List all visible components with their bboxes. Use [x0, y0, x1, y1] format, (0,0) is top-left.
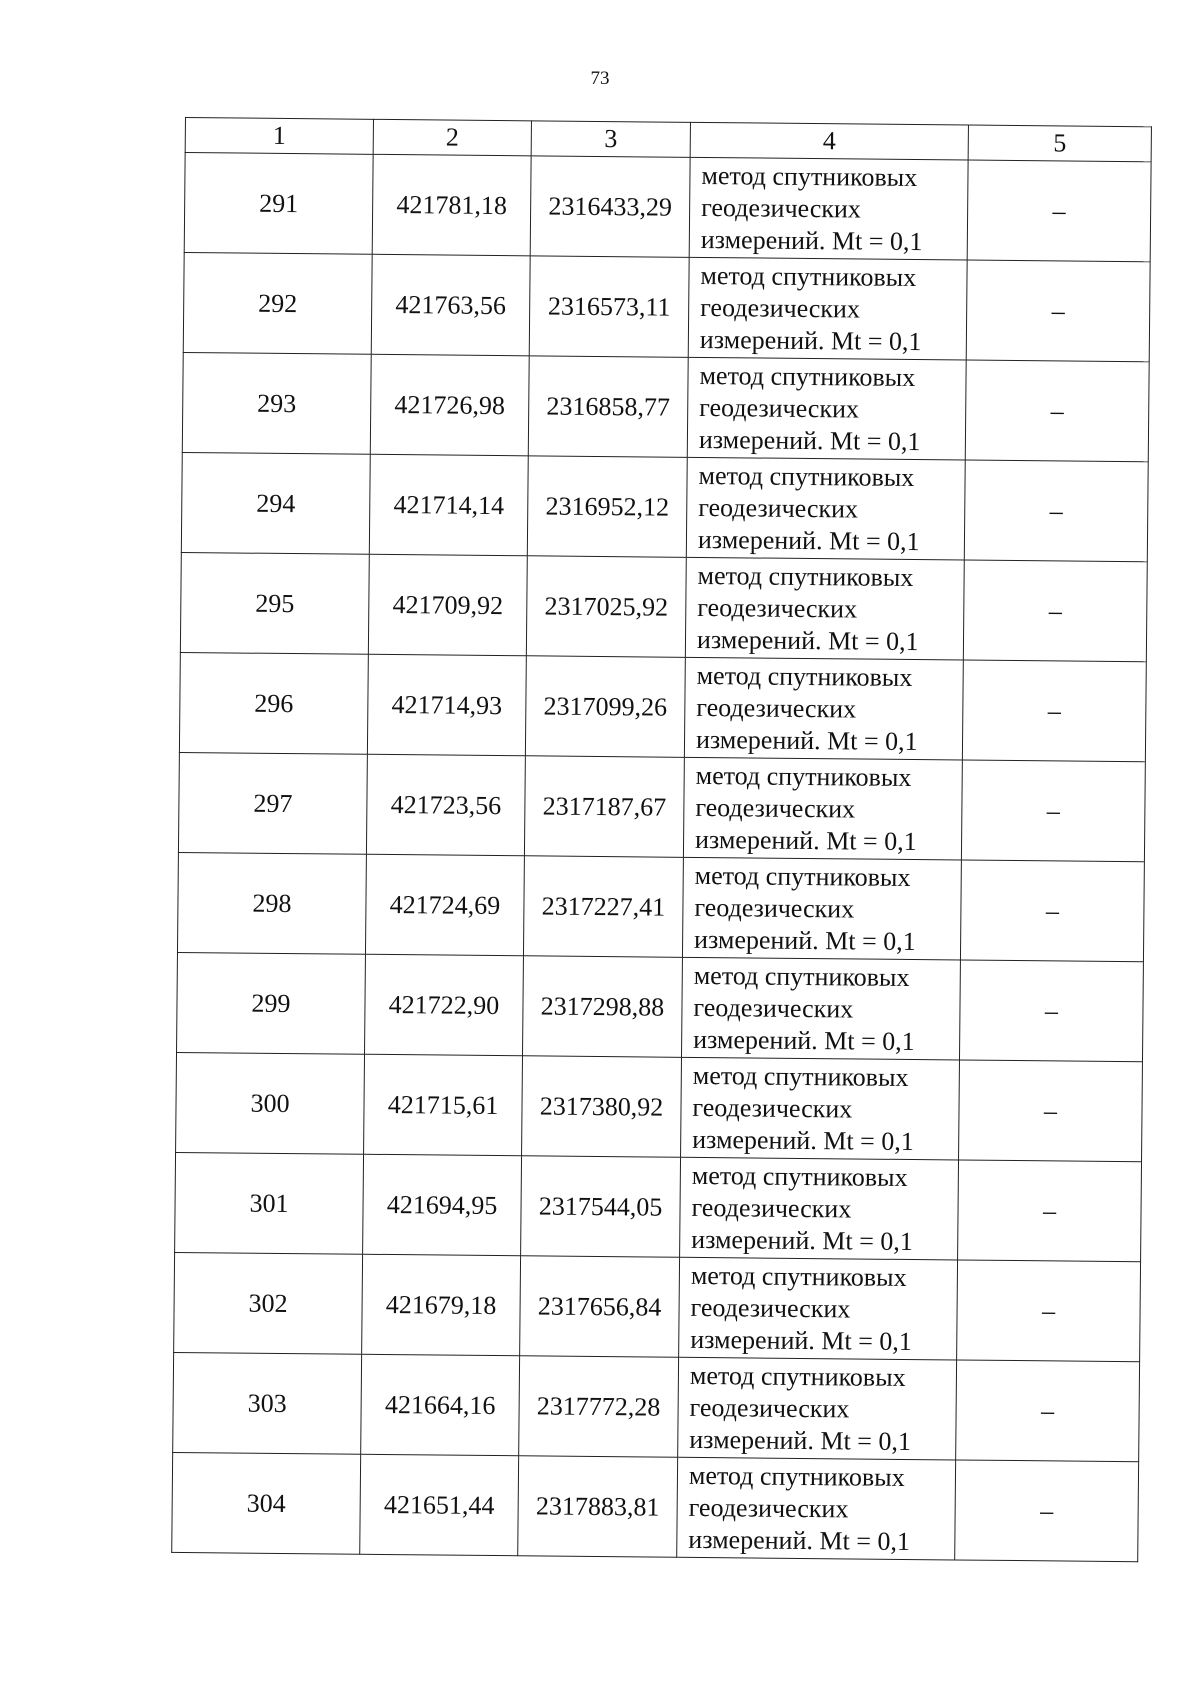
method-text-line: геодезических: [694, 892, 855, 923]
point-number-cell: 304: [172, 1452, 361, 1554]
column-header-3: 3: [531, 121, 690, 158]
column-header-4: 4: [690, 122, 968, 160]
point-number-cell: 300: [176, 1052, 365, 1154]
method-text-line: геодезических: [688, 1492, 849, 1523]
y-coordinate-cell: 2317187,67: [524, 756, 684, 858]
point-number-cell: 291: [184, 153, 373, 255]
method-cell: [680, 1157, 959, 1260]
method-text-line: измерений. Mt = 0,1: [693, 924, 916, 956]
table-body: [172, 153, 1151, 1562]
x-coordinate-cell: 421694,95: [363, 1154, 522, 1256]
method-cell: [686, 457, 965, 560]
method-text-line: метод спутниковых: [699, 360, 916, 392]
column-header-5: 5: [968, 125, 1151, 162]
table-row: [183, 252, 1150, 361]
table-row: [182, 352, 1149, 461]
note-cell: –: [957, 1260, 1141, 1362]
method-text-line: измерений. Mt = 0,1: [699, 324, 922, 356]
method-text-line: метод спутниковых: [694, 860, 911, 892]
method-cell: [678, 1357, 957, 1460]
x-coordinate-cell: 421714,14: [369, 454, 528, 556]
column-header-1: 1: [185, 118, 373, 155]
y-coordinate-cell: 2317099,26: [525, 656, 685, 758]
point-number-cell: 302: [174, 1252, 363, 1354]
table-row: [173, 1352, 1140, 1461]
y-coordinate-cell: 2317772,28: [519, 1356, 679, 1458]
method-text-line: измерений. Mt = 0,1: [690, 1324, 913, 1356]
y-coordinate-cell: 2317380,92: [522, 1056, 682, 1158]
method-cell: [687, 357, 966, 460]
note-cell: –: [966, 260, 1150, 362]
y-coordinate-cell: 2317656,84: [520, 1256, 680, 1358]
note-cell: –: [967, 160, 1151, 262]
x-coordinate-cell: 421726,98: [370, 354, 529, 456]
point-number-cell: 299: [177, 952, 366, 1054]
method-text-line: метод спутниковых: [697, 560, 914, 592]
x-coordinate-cell: 421723,56: [366, 754, 525, 856]
table-row: [177, 852, 1144, 961]
note-cell: –: [962, 660, 1146, 762]
x-coordinate-cell: 421722,90: [365, 954, 524, 1056]
note-cell: –: [955, 1460, 1139, 1562]
table-row: [175, 1152, 1142, 1261]
x-coordinate-cell: 421781,18: [372, 154, 531, 256]
method-cell: [679, 1257, 958, 1360]
method-text-line: геодезических: [695, 792, 856, 823]
coordinates-table: [171, 117, 1152, 1562]
table-row: [179, 652, 1146, 761]
y-coordinate-cell: 2316858,77: [528, 356, 688, 458]
note-cell: –: [960, 860, 1144, 962]
method-text-line: геодезических: [700, 292, 861, 323]
method-text-line: геодезических: [696, 692, 857, 723]
method-text-line: метод спутниковых: [692, 1060, 909, 1092]
note-cell: –: [965, 360, 1149, 462]
method-text-line: геодезических: [693, 992, 854, 1023]
method-text-line: метод спутниковых: [688, 1460, 905, 1492]
y-coordinate-cell: 2316952,12: [527, 456, 687, 558]
y-coordinate-cell: 2317025,92: [526, 556, 686, 658]
y-coordinate-cell: 2317227,41: [523, 856, 683, 958]
point-number-cell: 298: [177, 852, 366, 954]
y-coordinate-cell: 2316433,29: [530, 156, 690, 258]
method-text-line: метод спутниковых: [701, 160, 918, 192]
point-number-cell: 303: [173, 1352, 362, 1454]
x-coordinate-cell: 421724,69: [365, 854, 524, 956]
method-text-line: геодезических: [692, 1092, 853, 1123]
point-number-cell: 296: [179, 652, 368, 754]
note-cell: –: [956, 1360, 1140, 1462]
x-coordinate-cell: 421715,61: [364, 1054, 523, 1156]
y-coordinate-cell: 2317298,88: [523, 956, 683, 1058]
method-text-line: метод спутниковых: [689, 1360, 906, 1392]
page-number-text: 73: [590, 68, 610, 89]
method-cell: [688, 257, 967, 360]
method-text-line: метод спутниковых: [700, 260, 917, 292]
method-text-line: метод спутниковых: [693, 960, 910, 992]
table-row: [177, 952, 1144, 1061]
method-cell: [684, 657, 963, 760]
table-row: [172, 1452, 1139, 1561]
note-cell: –: [964, 460, 1148, 562]
method-text-line: измерений. Mt = 0,1: [695, 724, 918, 756]
method-text-line: измерений. Mt = 0,1: [688, 1524, 911, 1556]
table-row: [174, 1252, 1141, 1361]
x-coordinate-cell: 421679,18: [362, 1254, 521, 1356]
method-text-line: измерений. Mt = 0,1: [689, 1424, 912, 1456]
method-text-line: геодезических: [697, 592, 858, 623]
method-text-line: измерений. Mt = 0,1: [697, 524, 920, 556]
method-cell: [689, 157, 968, 260]
column-header-2: 2: [373, 119, 531, 156]
note-cell: –: [959, 960, 1143, 1062]
method-text-line: измерений. Mt = 0,1: [694, 824, 917, 856]
point-number-cell: 297: [178, 752, 367, 854]
method-cell: [681, 957, 960, 1060]
x-coordinate-cell: 421709,92: [368, 554, 527, 656]
method-text-line: измерений. Mt = 0,1: [696, 624, 919, 656]
table-row: [180, 552, 1147, 661]
method-text-line: метод спутниковых: [691, 1160, 908, 1192]
y-coordinate-cell: 2317544,05: [521, 1156, 681, 1258]
method-cell: [683, 757, 962, 860]
method-text-line: измерений. Mt = 0,1: [698, 424, 921, 456]
table-row: [184, 153, 1151, 262]
method-text-line: измерений. Mt = 0,1: [693, 1024, 915, 1056]
x-coordinate-cell: 421664,16: [361, 1354, 520, 1456]
x-coordinate-cell: 421651,44: [360, 1454, 519, 1556]
table-row: [178, 752, 1145, 861]
method-text-line: геодезических: [689, 1392, 850, 1423]
method-text-line: геодезических: [691, 1192, 852, 1223]
method-text-line: геодезических: [701, 192, 862, 223]
page-number: [0, 68, 1200, 90]
method-cell: [682, 857, 961, 960]
note-cell: –: [958, 1160, 1142, 1262]
table-row: [176, 1052, 1143, 1161]
method-cell: [677, 1457, 956, 1560]
point-number-cell: 295: [180, 552, 369, 654]
x-coordinate-cell: 421763,56: [371, 254, 530, 356]
table-row: [181, 452, 1148, 561]
note-cell: –: [959, 1060, 1143, 1162]
point-number-cell: 292: [183, 252, 372, 354]
method-text-line: метод спутниковых: [698, 460, 915, 492]
method-text-line: геодезических: [699, 392, 860, 423]
method-text-line: геодезических: [690, 1292, 851, 1323]
note-cell: –: [961, 760, 1145, 862]
method-text-line: метод спутниковых: [695, 760, 912, 792]
point-number-cell: 293: [182, 352, 371, 454]
method-text-line: метод спутниковых: [696, 660, 913, 692]
x-coordinate-cell: 421714,93: [367, 654, 526, 756]
y-coordinate-cell: 2316573,11: [529, 256, 689, 358]
method-text-line: метод спутниковых: [690, 1260, 907, 1292]
note-cell: –: [963, 560, 1147, 662]
method-cell: [685, 557, 964, 660]
method-text-line: геодезических: [698, 492, 859, 523]
point-number-cell: 294: [181, 452, 370, 554]
method-text-line: измерений. Mt = 0,1: [700, 224, 923, 256]
point-number-cell: 301: [175, 1152, 364, 1254]
y-coordinate-cell: 2317883,81: [518, 1456, 678, 1558]
method-cell: [681, 1057, 960, 1160]
method-text-line: измерений. Mt = 0,1: [691, 1224, 913, 1256]
method-text-line: измерений. Mt = 0,1: [692, 1124, 914, 1156]
